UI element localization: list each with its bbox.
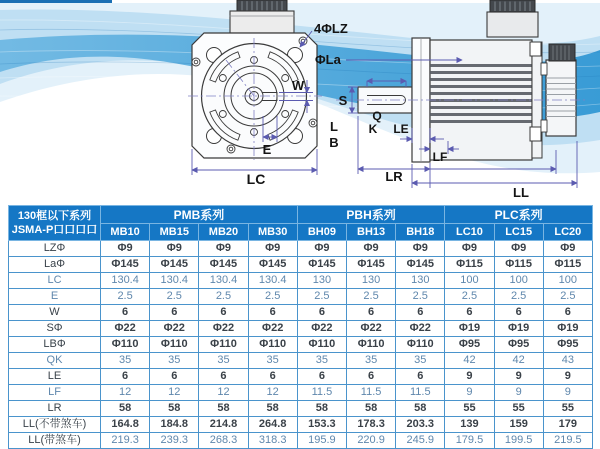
spec-value: 2.5 <box>543 289 592 305</box>
spec-value: Φ145 <box>101 257 150 273</box>
column-header-lc10: LC10 <box>445 224 494 241</box>
spec-value: 100 <box>445 273 494 289</box>
column-header-bh13: BH13 <box>346 224 395 241</box>
corner-header <box>9 206 101 241</box>
spec-value: Φ9 <box>494 241 543 257</box>
spec-value: 6 <box>150 369 199 385</box>
spec-value: 318.3 <box>248 433 297 449</box>
column-header-mb10: MB10 <box>101 224 150 241</box>
dim-label-lf: LF <box>432 150 448 164</box>
spec-row <box>9 273 593 289</box>
spec-value: 264.8 <box>248 417 297 433</box>
column-header-mb20: MB20 <box>199 224 248 241</box>
spec-value: 11.5 <box>396 385 445 401</box>
spec-value: 9 <box>494 369 543 385</box>
series-header-pbh: PBH系列 <box>297 206 445 224</box>
spec-value: 6 <box>101 305 150 321</box>
spec-value: Φ22 <box>248 321 297 337</box>
cooling-fins <box>430 64 532 123</box>
spec-row <box>9 241 593 257</box>
spec-value: 55 <box>543 401 592 417</box>
spec-value: 55 <box>445 401 494 417</box>
spec-row <box>9 305 593 321</box>
spec-value: Φ110 <box>396 337 445 353</box>
spec-value: 58 <box>101 401 150 417</box>
spec-value: 9 <box>494 385 543 401</box>
spec-value: 130 <box>346 273 395 289</box>
spec-value: 130 <box>396 273 445 289</box>
row-label: LL(不带煞车) <box>9 417 101 433</box>
spec-value: 2.5 <box>297 289 346 305</box>
spec-value: 130.4 <box>101 273 150 289</box>
spec-value: 6 <box>297 369 346 385</box>
row-label: LL(带煞车) <box>9 433 101 449</box>
spec-value: 35 <box>248 353 297 369</box>
row-label: QK <box>9 353 101 369</box>
row-label: LF <box>9 385 101 401</box>
series-header-plc: PLC系列 <box>445 206 593 224</box>
spec-value: 130 <box>297 273 346 289</box>
spec-value: 130.4 <box>248 273 297 289</box>
column-header-mb30: MB30 <box>248 224 297 241</box>
spec-value: 6 <box>248 369 297 385</box>
spec-value: 219.5 <box>543 433 592 449</box>
top-edge-bar <box>0 0 112 3</box>
spec-value: Φ145 <box>297 257 346 273</box>
spec-value: 58 <box>396 401 445 417</box>
spec-row <box>9 353 593 369</box>
spec-value: 11.5 <box>297 385 346 401</box>
spec-value: 35 <box>150 353 199 369</box>
spec-value: 9 <box>543 385 592 401</box>
series-header-pmb: PMB系列 <box>101 206 298 224</box>
column-header-bh09: BH09 <box>297 224 346 241</box>
spec-value: 6 <box>346 305 395 321</box>
spec-value: 100 <box>494 273 543 289</box>
spec-value: 268.3 <box>199 433 248 449</box>
spec-row <box>9 369 593 385</box>
spec-value: Φ22 <box>101 321 150 337</box>
row-label: LC <box>9 273 101 289</box>
spec-value: 12 <box>150 385 199 401</box>
spec-value: Φ110 <box>248 337 297 353</box>
dim-label-w: W <box>291 78 305 93</box>
front-connector <box>230 0 294 33</box>
spec-table <box>8 205 592 449</box>
spec-value: Φ145 <box>346 257 395 273</box>
spec-value: Φ95 <box>494 337 543 353</box>
spec-value: 6 <box>396 369 445 385</box>
row-label: LE <box>9 369 101 385</box>
dim-label-k: K <box>368 122 378 136</box>
spec-value: 6 <box>445 305 494 321</box>
spec-value: 178.3 <box>346 417 395 433</box>
spec-value: 6 <box>297 305 346 321</box>
spec-value: 2.5 <box>248 289 297 305</box>
spec-value: 6 <box>150 305 199 321</box>
spec-value: Φ95 <box>543 337 592 353</box>
spec-value: Φ115 <box>494 257 543 273</box>
spec-value: 9 <box>543 369 592 385</box>
spec-value: Φ22 <box>150 321 199 337</box>
spec-value: Φ145 <box>199 257 248 273</box>
spec-value: 179 <box>543 417 592 433</box>
dim-label-le: LE <box>393 122 409 136</box>
spec-value: Φ110 <box>297 337 346 353</box>
spec-value: 139 <box>445 417 494 433</box>
spec-value: 184.8 <box>150 417 199 433</box>
spec-value: 130.4 <box>199 273 248 289</box>
spec-row <box>9 257 593 273</box>
dimension-diagram <box>0 0 600 205</box>
column-header-lc20: LC20 <box>543 224 592 241</box>
spec-value: 58 <box>248 401 297 417</box>
spec-value: 130.4 <box>150 273 199 289</box>
spec-value: Φ9 <box>297 241 346 257</box>
column-header-mb15: MB15 <box>150 224 199 241</box>
spec-value: 195.9 <box>297 433 346 449</box>
dim-label-la: ΦLa <box>315 52 341 67</box>
spec-value: 214.8 <box>199 417 248 433</box>
dim-label-b: B <box>329 135 339 150</box>
spec-row <box>9 385 593 401</box>
power-connector <box>487 0 538 37</box>
spec-value: 2.5 <box>101 289 150 305</box>
series-header-row <box>9 206 593 224</box>
row-label: W <box>9 305 101 321</box>
spec-value: 58 <box>150 401 199 417</box>
spec-value: 2.5 <box>396 289 445 305</box>
spec-value: 6 <box>543 305 592 321</box>
spec-value: 12 <box>101 385 150 401</box>
spec-value: 6 <box>396 305 445 321</box>
spec-value: 245.9 <box>396 433 445 449</box>
spec-value: 42 <box>494 353 543 369</box>
spec-value: 35 <box>101 353 150 369</box>
spec-row <box>9 401 593 417</box>
spec-value: 153.3 <box>297 417 346 433</box>
spec-value: 6 <box>346 369 395 385</box>
spec-value: 203.3 <box>396 417 445 433</box>
spec-value: 58 <box>346 401 395 417</box>
spec-value: 12 <box>248 385 297 401</box>
dim-label-l: L <box>330 119 338 134</box>
row-label: E <box>9 289 101 305</box>
spec-value: 58 <box>297 401 346 417</box>
dim-label-lr: LR <box>385 169 403 184</box>
spec-value: 11.5 <box>346 385 395 401</box>
spec-value: Φ110 <box>150 337 199 353</box>
spec-value: Φ19 <box>494 321 543 337</box>
column-header-lc15: LC15 <box>494 224 543 241</box>
spec-value: 9 <box>445 385 494 401</box>
spec-value: 239.3 <box>150 433 199 449</box>
spec-row <box>9 433 593 449</box>
column-header-bh18: BH18 <box>396 224 445 241</box>
spec-value: Φ145 <box>150 257 199 273</box>
spec-value: 6 <box>248 305 297 321</box>
spec-value: Φ145 <box>396 257 445 273</box>
corner-header-line1: 130框以下系列 <box>17 209 92 222</box>
spec-value: Φ9 <box>101 241 150 257</box>
spec-row <box>9 337 593 353</box>
spec-value: 35 <box>297 353 346 369</box>
spec-value: Φ145 <box>248 257 297 273</box>
spec-value: 2.5 <box>199 289 248 305</box>
spec-value: Φ9 <box>396 241 445 257</box>
spec-value: 179.5 <box>445 433 494 449</box>
spec-value: 9 <box>445 369 494 385</box>
spec-value: Φ95 <box>445 337 494 353</box>
spec-value: 6 <box>199 369 248 385</box>
spec-value: 35 <box>199 353 248 369</box>
spec-value: 58 <box>199 401 248 417</box>
spec-value: 6 <box>494 305 543 321</box>
spec-value: Φ9 <box>445 241 494 257</box>
spec-value: 35 <box>346 353 395 369</box>
spec-value: Φ19 <box>445 321 494 337</box>
row-label: SΦ <box>9 321 101 337</box>
spec-row <box>9 321 593 337</box>
spec-value: 43 <box>543 353 592 369</box>
spec-value: Φ110 <box>346 337 395 353</box>
spec-value: 100 <box>543 273 592 289</box>
dim-label-e: E <box>262 142 272 157</box>
dim-label-4lz: 4ΦLZ <box>314 21 348 36</box>
spec-value: 2.5 <box>346 289 395 305</box>
spec-value: Φ9 <box>346 241 395 257</box>
row-label: LBΦ <box>9 337 101 353</box>
dim-label-s: S <box>338 93 348 108</box>
spec-value: 2.5 <box>150 289 199 305</box>
spec-value: Φ115 <box>543 257 592 273</box>
spec-value: 6 <box>101 369 150 385</box>
spec-table-body <box>9 241 593 449</box>
dim-label-lc: LC <box>246 171 266 187</box>
spec-value: 2.5 <box>445 289 494 305</box>
row-label: LZΦ <box>9 241 101 257</box>
spec-value: Φ22 <box>199 321 248 337</box>
dim-label-ll: LL <box>513 185 529 200</box>
corner-header-line2: JSMA-P口口口口 <box>11 224 98 236</box>
spec-value: 6 <box>199 305 248 321</box>
spec-value: Φ9 <box>543 241 592 257</box>
spec-row <box>9 417 593 433</box>
spec-value: Φ9 <box>248 241 297 257</box>
spec-value: 35 <box>396 353 445 369</box>
spec-value: 164.8 <box>101 417 150 433</box>
spec-value: 12 <box>199 385 248 401</box>
spec-value: 199.5 <box>494 433 543 449</box>
spec-value: Φ22 <box>346 321 395 337</box>
spec-value: Φ110 <box>101 337 150 353</box>
spec-value: 42 <box>445 353 494 369</box>
row-label: LR <box>9 401 101 417</box>
spec-value: Φ22 <box>297 321 346 337</box>
spec-value: Φ110 <box>199 337 248 353</box>
spec-value: 55 <box>494 401 543 417</box>
spec-value: 220.9 <box>346 433 395 449</box>
row-label: LaΦ <box>9 257 101 273</box>
dim-label-q: Q <box>372 109 382 123</box>
spec-value: Φ9 <box>150 241 199 257</box>
spec-value: Φ115 <box>445 257 494 273</box>
spec-value: 159 <box>494 417 543 433</box>
spec-value: Φ22 <box>396 321 445 337</box>
spec-value: 2.5 <box>494 289 543 305</box>
spec-value: 219.3 <box>101 433 150 449</box>
spec-row <box>9 289 593 305</box>
spec-value: Φ19 <box>543 321 592 337</box>
spec-value: Φ9 <box>199 241 248 257</box>
